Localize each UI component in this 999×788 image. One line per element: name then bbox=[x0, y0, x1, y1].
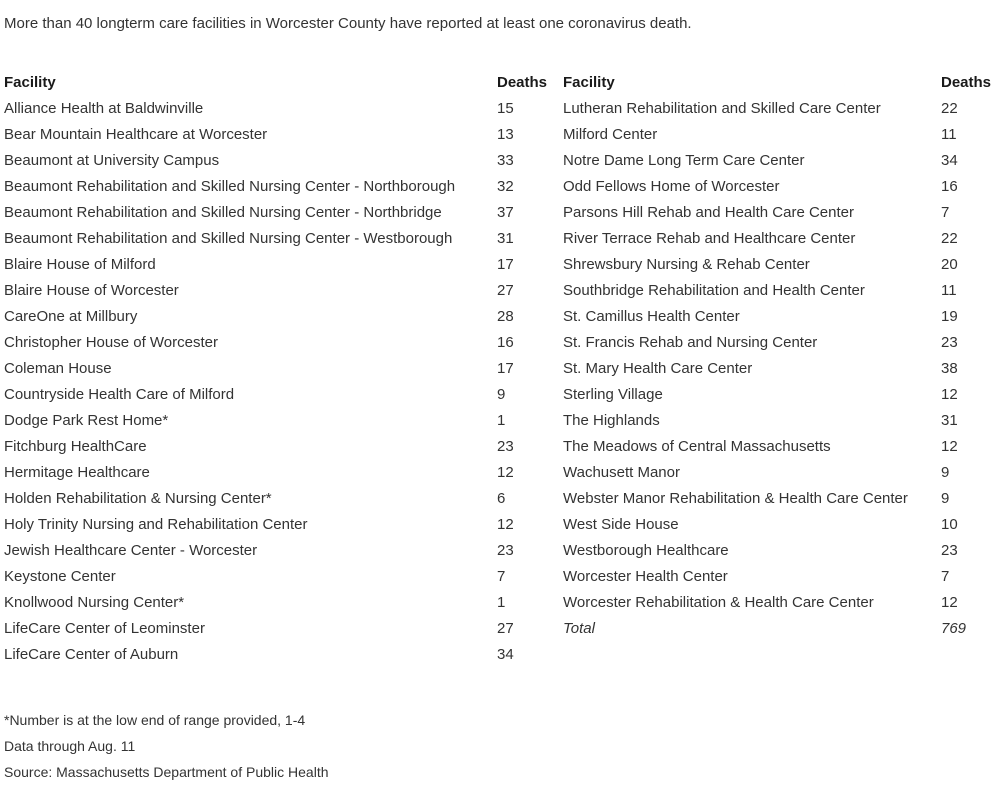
table-row bbox=[4, 226, 563, 252]
table-row bbox=[563, 278, 995, 304]
table-row bbox=[4, 304, 563, 330]
deaths-value: 7 bbox=[941, 568, 950, 585]
table-row bbox=[4, 434, 563, 460]
table-row bbox=[4, 148, 563, 174]
table-row bbox=[4, 512, 563, 538]
table-row bbox=[563, 330, 995, 356]
facility-name: Alliance Health at Baldwinville bbox=[4, 100, 204, 117]
facility-name: Blaire House of Worcester bbox=[4, 282, 179, 299]
deaths-value: 34 bbox=[941, 152, 958, 169]
deaths-value: 31 bbox=[497, 230, 514, 247]
deaths-value: 12 bbox=[941, 438, 958, 455]
facility-column-header: Facility bbox=[4, 74, 56, 91]
facility-name: Fitchburg HealthCare bbox=[4, 438, 147, 455]
facility-name: Bear Mountain Healthcare at Worcester bbox=[4, 126, 268, 143]
table-row bbox=[4, 122, 563, 148]
table-footer bbox=[563, 616, 995, 642]
facility-name: Dodge Park Rest Home* bbox=[4, 412, 169, 429]
facility-name: CareOne at Millbury bbox=[4, 308, 138, 325]
deaths-value: 11 bbox=[941, 126, 957, 143]
facility-name: Hermitage Healthcare bbox=[4, 464, 150, 481]
facility-name: Countryside Health Care of Milford bbox=[4, 386, 235, 403]
facility-name: Notre Dame Long Term Care Center bbox=[563, 152, 805, 169]
table-row bbox=[4, 278, 563, 304]
facility-name: St. Francis Rehab and Nursing Center bbox=[563, 334, 818, 351]
deaths-value: 17 bbox=[497, 360, 514, 377]
table-row bbox=[563, 512, 995, 538]
facility-name: Worcester Health Center bbox=[563, 568, 728, 585]
facility-tables bbox=[4, 70, 999, 668]
table-row bbox=[563, 434, 995, 460]
deaths-value: 22 bbox=[941, 230, 958, 247]
deaths-value: 9 bbox=[941, 464, 950, 481]
table-row bbox=[4, 486, 563, 512]
facility-name: Knollwood Nursing Center* bbox=[4, 594, 185, 611]
deaths-value: 19 bbox=[941, 308, 958, 325]
deaths-value: 16 bbox=[941, 178, 958, 195]
deaths-value: 33 bbox=[497, 152, 514, 169]
facility-name: Christopher House of Worcester bbox=[4, 334, 218, 351]
deaths-column-header: Deaths bbox=[497, 74, 548, 91]
table-row bbox=[563, 408, 995, 434]
table-row bbox=[4, 408, 563, 434]
deaths-value: 32 bbox=[497, 178, 514, 195]
deaths-value: 7 bbox=[497, 568, 506, 585]
table-row bbox=[4, 174, 563, 200]
facility-table-right bbox=[563, 70, 995, 642]
deaths-value: 1 bbox=[497, 594, 506, 611]
facility-name: Worcester Rehabilitation & Health Care Center bbox=[563, 594, 874, 611]
facility-column-header: Facility bbox=[563, 74, 615, 91]
table-row bbox=[563, 486, 995, 512]
header-row bbox=[4, 70, 563, 96]
deaths-value: 9 bbox=[941, 490, 950, 507]
facility-name: Webster Manor Rehabilitation & Health Care Center bbox=[563, 490, 908, 507]
facility-name: Beaumont at University Campus bbox=[4, 152, 220, 169]
deaths-value: 6 bbox=[497, 490, 506, 507]
facility-name: St. Camillus Health Center bbox=[563, 308, 740, 325]
deaths-value: 20 bbox=[941, 256, 958, 273]
facility-name: Blaire House of Milford bbox=[4, 256, 156, 273]
table-row bbox=[563, 122, 995, 148]
table-row bbox=[4, 642, 563, 668]
deaths-value: 34 bbox=[497, 646, 514, 663]
deaths-value: 38 bbox=[941, 360, 958, 377]
deaths-value: 23 bbox=[941, 542, 958, 559]
deaths-value: 28 bbox=[497, 308, 514, 325]
header-row bbox=[563, 70, 995, 96]
deaths-value: 1 bbox=[497, 412, 506, 429]
facility-name: Holy Trinity Nursing and Rehabilitation Center bbox=[4, 516, 308, 533]
facility-name: Wachusett Manor bbox=[563, 464, 680, 481]
table-row bbox=[4, 200, 563, 226]
table-row bbox=[4, 330, 563, 356]
facility-name: Coleman House bbox=[4, 360, 112, 377]
deaths-value: 13 bbox=[497, 126, 514, 143]
facility-name: Beaumont Rehabilitation and Skilled Nursing Center - Westborough bbox=[4, 230, 453, 247]
table-row bbox=[563, 252, 995, 278]
deaths-value: 12 bbox=[497, 516, 514, 533]
footnote-source: Source: Massachusetts Department of Public Health bbox=[4, 764, 329, 780]
facility-table-left bbox=[4, 70, 563, 668]
table-row bbox=[563, 174, 995, 200]
facility-name: Keystone Center bbox=[4, 568, 116, 585]
facility-name: LifeCare Center of Leominster bbox=[4, 620, 205, 637]
table-header-right bbox=[563, 70, 995, 96]
table-row bbox=[563, 382, 995, 408]
intro-text: More than 40 longterm care facilities in Worcester County have reported at least one coronavirus death. bbox=[4, 15, 692, 32]
total-value: 769 bbox=[941, 620, 967, 637]
deaths-value: 17 bbox=[497, 256, 514, 273]
facility-name: Parsons Hill Rehab and Health Care Center bbox=[563, 204, 854, 221]
deaths-value: 7 bbox=[941, 204, 950, 221]
table-row bbox=[563, 590, 995, 616]
facility-name: Shrewsbury Nursing & Rehab Center bbox=[563, 256, 810, 273]
table-row bbox=[563, 96, 995, 122]
table-row bbox=[4, 564, 563, 590]
facility-name: The Meadows of Central Massachusetts bbox=[563, 438, 831, 455]
facility-name: West Side House bbox=[563, 516, 679, 533]
footnotes bbox=[4, 707, 999, 785]
deaths-value: 11 bbox=[941, 282, 957, 299]
deaths-value: 12 bbox=[941, 594, 958, 611]
facility-name: Southbridge Rehabilitation and Health Center bbox=[563, 282, 865, 299]
deaths-value: 37 bbox=[497, 204, 514, 221]
deaths-value: 15 bbox=[497, 100, 514, 117]
table-row bbox=[4, 538, 563, 564]
facility-name: Beaumont Rehabilitation and Skilled Nursing Center - Northbridge bbox=[4, 204, 442, 221]
table-row bbox=[4, 616, 563, 642]
table-row bbox=[563, 148, 995, 174]
table-row bbox=[4, 590, 563, 616]
total-label: Total bbox=[563, 620, 595, 637]
facility-name: Beaumont Rehabilitation and Skilled Nursing Center - Northborough bbox=[4, 178, 456, 195]
table-body-left bbox=[4, 96, 563, 668]
footnote-data-through: Data through Aug. 11 bbox=[4, 738, 136, 754]
deaths-value: 31 bbox=[941, 412, 958, 429]
facility-name: The Highlands bbox=[563, 412, 660, 429]
facility-name: St. Mary Health Care Center bbox=[563, 360, 753, 377]
footnote-range: *Number is at the low end of range provided, 1-4 bbox=[4, 712, 306, 728]
deaths-value: 23 bbox=[941, 334, 958, 351]
deaths-column-header: Deaths bbox=[941, 74, 992, 91]
facility-name: Jewish Healthcare Center - Worcester bbox=[4, 542, 258, 559]
facility-name: Westborough Healthcare bbox=[563, 542, 729, 559]
table-row bbox=[563, 460, 995, 486]
facility-name: Odd Fellows Home of Worcester bbox=[563, 178, 780, 195]
facility-name: LifeCare Center of Auburn bbox=[4, 646, 179, 663]
table-row bbox=[563, 200, 995, 226]
deaths-value: 9 bbox=[497, 386, 506, 403]
facility-name: River Terrace Rehab and Healthcare Center bbox=[563, 230, 856, 247]
table-row bbox=[4, 382, 563, 408]
table-row bbox=[4, 460, 563, 486]
deaths-value: 23 bbox=[497, 438, 514, 455]
deaths-value: 27 bbox=[497, 282, 514, 299]
deaths-value: 23 bbox=[497, 542, 514, 559]
total-row bbox=[563, 616, 995, 642]
table-row bbox=[563, 538, 995, 564]
deaths-value: 10 bbox=[941, 516, 958, 533]
table-body-right bbox=[563, 96, 995, 616]
table-row bbox=[563, 226, 995, 252]
facility-name: Sterling Village bbox=[563, 386, 663, 403]
deaths-value: 16 bbox=[497, 334, 514, 351]
table-row bbox=[4, 356, 563, 382]
facility-name: Milford Center bbox=[563, 126, 658, 143]
table-header-left bbox=[4, 70, 563, 96]
facility-name: Lutheran Rehabilitation and Skilled Care Center bbox=[563, 100, 881, 117]
facility-name: Holden Rehabilitation & Nursing Center* bbox=[4, 490, 272, 507]
deaths-value: 12 bbox=[941, 386, 958, 403]
deaths-value: 12 bbox=[497, 464, 514, 481]
table-row bbox=[4, 96, 563, 122]
deaths-value: 22 bbox=[941, 100, 958, 117]
table-row bbox=[563, 304, 995, 330]
deaths-value: 27 bbox=[497, 620, 514, 637]
table-row bbox=[563, 356, 995, 382]
table-row bbox=[4, 252, 563, 278]
table-row bbox=[563, 564, 995, 590]
